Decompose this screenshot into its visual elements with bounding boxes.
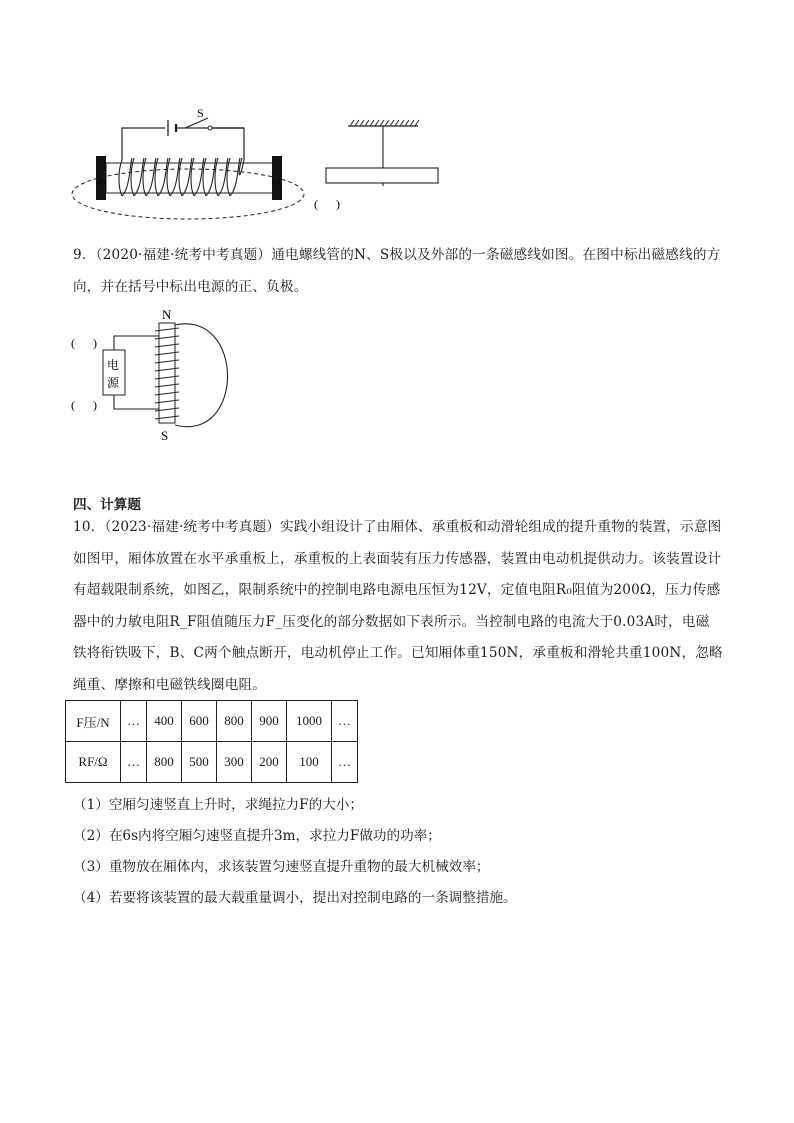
table-cell: 400 [147, 701, 182, 742]
question-10-text: 实践小组设计了由厢体、承重板和动滑轮组成的提升重物的装置，示意图如图甲，厢体放置在水平承重板上，承重板的上表面装有压力传感器，装置由电动机提供动力。该装置设计有超载限制系统，如图乙，限制系统中的控制电路电源电压恒为12V，定值电阻R₀阻值为200Ω，压力传感器中的力敏电阻R_F阻值随压力F_压变化的部分数据如下表所示。当控制电路的电流大于0.03A时，电磁铁将衔铁吸下，B、C两个触点断开，电动机停止工作。已知厢体重150N，承重板和滑轮共重100N，忽略绳重、摩擦和电磁铁线圈电阻。 [73, 519, 723, 693]
question-10-source: （2023·福建·统考中考真题） [104, 519, 281, 535]
table-cell: 1000 [287, 701, 332, 742]
table-cell: … [121, 701, 147, 742]
sub-question-4: （4）若要将该装置的最大载重量调小，提出对控制电路的一条调整措施。 [73, 890, 517, 906]
switch-label: S [197, 106, 204, 120]
table-cell: 300 [217, 742, 252, 783]
south-label: S [161, 428, 169, 443]
table-cell: 600 [182, 701, 217, 742]
question-10 [73, 512, 723, 701]
table-row [66, 701, 358, 742]
power-label-1: 电 [107, 358, 120, 372]
question-9 [73, 240, 723, 303]
section-heading: 四、计算题 [73, 497, 141, 513]
table-cell: … [332, 742, 358, 783]
question-9-source: （2020·福建·统考中考真题） [95, 247, 272, 263]
bracket-bottom: ( ) [71, 398, 97, 412]
switch-contact [208, 126, 212, 130]
table-cell: 100 [287, 742, 332, 783]
table-header-resistance: RF/Ω [66, 742, 121, 783]
north-label: N [162, 307, 172, 322]
suspended-bar [326, 168, 438, 183]
table-cell: 900 [252, 701, 287, 742]
table-header-pressure: F压/N [66, 701, 121, 742]
solenoid-figure-q8 [60, 100, 460, 225]
table-cell: 800 [147, 742, 182, 783]
power-label-2: 源 [107, 376, 120, 390]
magnetic-field-line [72, 169, 304, 219]
table-cell: 200 [252, 742, 287, 783]
pressure-resistance-table [65, 700, 358, 783]
bracket-top: ( ) [71, 336, 97, 350]
sub-question-2: （2）在6s内将空厢匀速竖直提升3m，求拉力F做功的功率； [73, 828, 441, 844]
solenoid-coil [119, 158, 244, 196]
table-cell: 800 [217, 701, 252, 742]
question-10-number: 10． [73, 519, 105, 535]
solenoid-figure-q9 [65, 305, 235, 445]
sub-question-3: （3）重物放在厢体内，求该装置匀速竖直提升重物的最大机械效率； [73, 859, 490, 875]
question-9-number: 9． [73, 247, 96, 263]
sub-question-1: （1）空厢匀速竖直上升时，求绳拉力F的大小； [73, 797, 363, 813]
ceiling-hatch [350, 120, 419, 126]
table-cell: 500 [182, 742, 217, 783]
answer-bracket-q8: ( ) [314, 197, 340, 211]
table-cell: … [121, 742, 147, 783]
question-9-text: 通电螺线管的N、S极以及外部的一条磁感线如图。在图中标出磁感线的方向，并在括号中标出电源的正、负极。 [73, 247, 721, 295]
circuit-wire [122, 128, 244, 160]
table-cell: … [332, 701, 358, 742]
q9-field-line [175, 324, 228, 427]
table-row [66, 742, 358, 783]
